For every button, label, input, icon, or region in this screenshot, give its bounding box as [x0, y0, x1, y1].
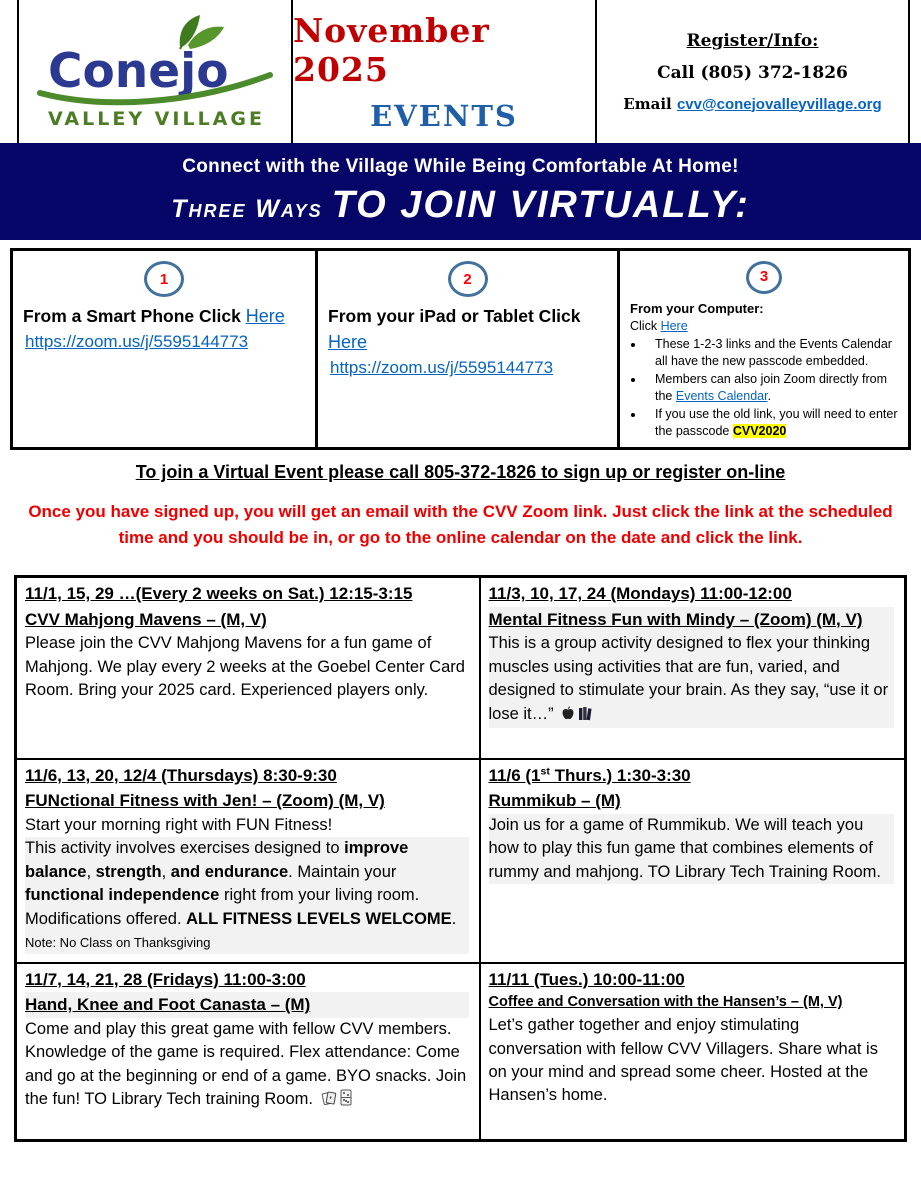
event-cell-rummikub — [480, 759, 906, 963]
event-description-intro: Start your morning right with FUN Fitness! — [25, 815, 333, 834]
event-title: Mental Fitness Fun with Mindy – (Zoom) (M, V) — [488, 609, 863, 629]
event-cell-functional-fitness — [16, 759, 480, 963]
logo-subtitle: VALLEY VILLAGE — [48, 108, 265, 130]
events-calendar-link[interactable]: Events Calendar — [675, 389, 768, 404]
tablet-instruction — [328, 303, 607, 356]
event-description — [489, 632, 895, 728]
event-description: Let’s gather together and enjoy stimulating conversation with fellow CVV Villagers. Share what is on your mind and spread some cheer. Hosted at the Hansen’s home. — [488, 1016, 878, 1105]
shaded-block — [489, 607, 895, 728]
smartphone-instruction — [23, 303, 305, 330]
domino-icon — [340, 1089, 352, 1113]
smartphone-text: From a Smart Phone Click — [23, 306, 246, 326]
bullet-old-link-passcode — [645, 406, 898, 440]
computer-heading: From your Computer: — [630, 301, 764, 316]
event-schedule: 11/3, 10, 17, 24 (Mondays) 11:00-12:00 — [488, 584, 792, 604]
join-box-tablet — [318, 251, 620, 447]
table-row — [16, 577, 906, 759]
logo — [30, 9, 280, 134]
computer-here-link[interactable]: Here — [660, 318, 688, 333]
tablet-here-link[interactable]: Here — [328, 332, 368, 353]
zoom-url-link-2[interactable]: https://zoom.us/j/5595144773 — [330, 358, 554, 378]
computer-click-text: Click — [630, 318, 661, 333]
event-title: CVV Mahjong Mavens – (M, V) — [25, 609, 267, 629]
bullet-passcode-embedded — [645, 336, 898, 370]
logo-cell — [17, 0, 293, 143]
smartphone-here-link[interactable]: Here — [245, 306, 285, 326]
playing-cards-icon — [321, 1090, 337, 1113]
event-title: FUNctional Fitness with Jen! – (Zoom) (M, V) — [25, 791, 385, 811]
join-box-computer — [620, 251, 908, 447]
title-cell — [293, 0, 597, 143]
tablet-zoom-url-line — [328, 358, 607, 378]
page-header — [17, 0, 910, 143]
banner — [0, 143, 921, 240]
schedule-superscript: st — [540, 765, 550, 778]
event-cell-coffee-conversation — [480, 963, 906, 1141]
event-description: Please join the CVV Mahjong Mavens for a fun game of Mahjong. We play every 2 weeks at the Goebel Center Card Room. Bring your 2025 card. Experienced players only. — [25, 634, 465, 700]
table-row — [16, 963, 906, 1141]
passcode-highlight: CVV2020 — [732, 423, 787, 438]
email-link[interactable]: cvv@conejovalleyvillage.org — [676, 95, 882, 113]
logo-graphic — [30, 9, 280, 134]
event-title: Hand, Knee and Foot Canasta – (M) — [25, 992, 469, 1018]
logo-text: Conejo — [48, 44, 229, 99]
event-body-text: Come and play this great game with fellow CVV members. Knowledge of the game is required. Flex attendance: Come and go at the beginning or end of a game. BYO snacks. Join the fun! TO Library Tech training Room. — [25, 1019, 467, 1109]
event-title: Coffee and Conversation with the Hansen’s – (M, V) — [488, 994, 843, 1011]
circle-number-1: 1 — [144, 261, 184, 297]
bullet-events-calendar — [645, 371, 898, 405]
event-cell-mahjong — [16, 577, 480, 759]
event-body-text: This is a group activity designed to flex your thinking muscles using activities that are fun, varied, and designed to stimulate your brain. As they say, “use it or lose it…” — [488, 634, 889, 723]
event-schedule: 11/6, 13, 20, 12/4 (Thursdays) 8:30-9:30 — [25, 765, 337, 785]
register-heading: Register/Info: — [686, 30, 819, 51]
red-notice: Once you have signed up, you will get an email with the CVV Zoom link. Just click the link at the scheduled time and you should be in, or go to the online calendar on the date and click the link. — [28, 501, 893, 548]
event-cell-mental-fitness — [480, 577, 906, 759]
circle-number-3: 3 — [746, 261, 782, 294]
event-description: This activity involves exercises designed to improve balance, strength, and endurance. Maintain your functional independence right from your living room. Modifications offered. ALL FITNESS LEVELS WELCOME. Note: No Class on Thanksgiving — [25, 837, 469, 954]
events-table — [14, 575, 907, 1142]
books-icon — [578, 705, 593, 728]
register-phone: Call (805) 372-1826 — [657, 62, 848, 83]
register-cell — [597, 0, 910, 143]
schedule-before: 11/6 (1 — [488, 765, 541, 785]
computer-bullets — [630, 336, 898, 439]
join-methods — [10, 248, 911, 450]
join-box-smartphone — [13, 251, 318, 447]
banner-line1: Connect with the Village While Being Comfortable At Home! — [182, 156, 739, 177]
event-schedule: 11/7, 14, 21, 28 (Fridays) 11:00-3:00 — [25, 969, 306, 989]
event-title: Rummikub – (M) — [488, 791, 621, 811]
event-schedule — [489, 763, 895, 789]
bullet3-text: If you use the old link, you will need to enter the passcode — [655, 406, 898, 438]
apple-icon — [561, 705, 575, 728]
bullet2-after: . — [767, 389, 772, 404]
event-description: Join us for a game of Rummikub. We will teach you how to play this fun game that combines elements of rummy and mahjong. TO Library Tech Training Room. — [489, 814, 895, 884]
event-schedule: 11/1, 15, 29 …(Every 2 weeks on Sat.) 12:15-3:15 — [25, 584, 413, 604]
event-schedule: 11/11 (Tues.) 10:00-11:00 — [488, 969, 685, 989]
banner-line2 — [0, 184, 921, 227]
smartphone-zoom-url-line — [23, 332, 305, 352]
event-cell-canasta — [16, 963, 480, 1141]
register-email-line — [623, 95, 881, 113]
schedule-after: Thurs.) 1:30-3:30 — [549, 765, 691, 785]
zoom-url-link-1[interactable]: https://zoom.us/j/5595144773 — [25, 332, 249, 351]
page-title-events: EVENTS — [370, 98, 518, 133]
event-description — [25, 1018, 469, 1114]
tablet-text: From your iPad or Tablet Click — [328, 306, 581, 326]
banner-three-ways: Three Ways — [171, 195, 332, 223]
page-title-month: November 2025 — [293, 10, 490, 89]
banner-join-virtually: TO JOIN VIRTUALLY: — [331, 184, 750, 226]
circle-number-2: 2 — [448, 261, 488, 297]
signup-line: To join a Virtual Event please call 805-372-1826 to sign up or register on-line — [135, 461, 786, 482]
bullet1-text: These 1-2-3 links and the Events Calendar all have the new passcode embedded. — [655, 337, 892, 369]
computer-click-line — [630, 318, 898, 335]
email-label: Email — [623, 94, 677, 113]
table-row — [16, 759, 906, 963]
bullet2-text: Members can also join Zoom directly from the — [655, 372, 888, 404]
